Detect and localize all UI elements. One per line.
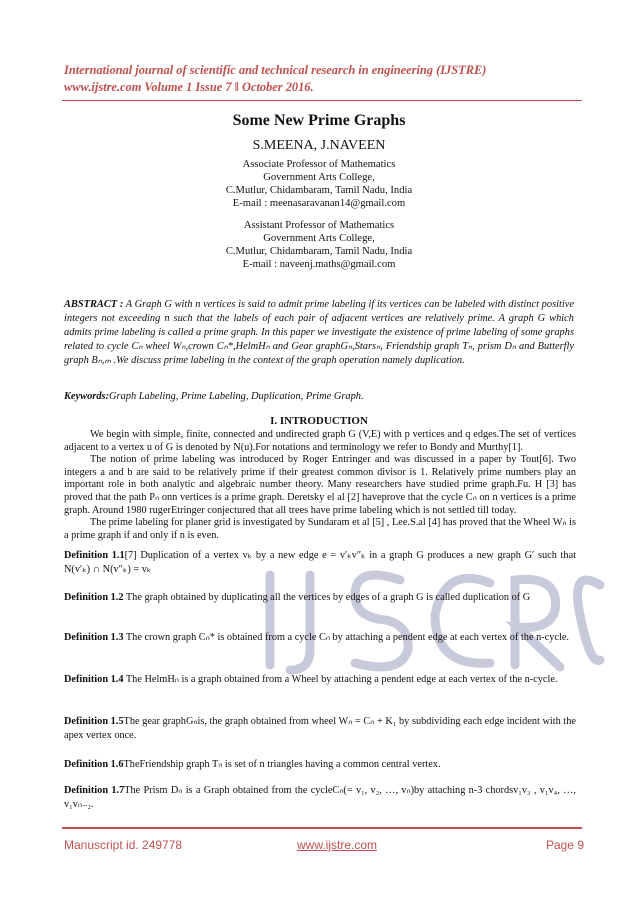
affiliation-college: Government Arts College,	[263, 172, 375, 183]
affiliation-college: Government Arts College,	[263, 233, 375, 244]
definition-text: The Prism Dₙ is a Graph obtained from the cycleCₙ(= v₁, v₂, …, vₙ)by attaching n-3 chordsv₁v₃ , v₁v₄, …, v₁vₙ₋₂.	[64, 785, 576, 810]
affiliation-email: E-mail : meenasaravanan14@gmail.com	[232, 198, 406, 209]
paper-authors: S.MEENA, J.NAVEEN	[252, 138, 386, 153]
definition-label: Definition 1.2	[64, 592, 124, 603]
definition-label: Definition 1.1	[64, 550, 125, 561]
definition-text: The graph obtained by duplicating all the vertices by edges of a graph G is called duplication of G	[123, 592, 531, 603]
definition-1-7	[64, 784, 576, 811]
section-heading: I. INTRODUCTION	[270, 415, 368, 427]
definition-1-1	[64, 549, 576, 576]
definition-label: Definition 1.3	[64, 632, 124, 643]
definition-text: The crown graph Cₙ* is obtained from a cycle Cₙ by attaching a pendent edge at each vertex of the n-cycle.	[123, 632, 569, 643]
definition-label: Definition 1.7	[64, 785, 125, 796]
definition-text: The HelmHₙ is a graph obtained from a Wheel by attaching a pendent edge at each vertex of the n-cycle.	[123, 674, 558, 685]
definition-1-2	[64, 591, 576, 605]
affiliation-position: Assistant Professor of Mathematics	[243, 220, 395, 231]
definition-label: Definition 1.6	[64, 759, 124, 770]
journal-header	[64, 62, 584, 96]
footer-rule	[62, 827, 582, 829]
affiliation-position: Associate Professor of Mathematics	[242, 159, 396, 170]
keywords-text: Graph Labeling, Prime Labeling, Duplication, Prime Graph.	[109, 391, 364, 402]
page-number: Page 9	[545, 838, 584, 852]
definition-text: TheFriendship graph Tₙ is set of n triangles having a common central vertex.	[123, 759, 441, 770]
intro-paragraph: The notion of prime labeling was introduced by Roger Entringer and was discussed in a paper by Tout[6]. Two integers a and b are said to be relatively prime if their greatest common divisor is 1. Relatively prime numbers play an important role in both analytic and algebraic number theory. Many researchers have studied prime graph.Fu. H [3] has proved that the path Pₙ onn vertices is a prime graph. Deretsky el al [2] haveprove that the cycle Cₙ on n vertices is a prime graph. Around 1980 rugerEtringer conjectured that all trees have prime labeling which is not settled till today.	[64, 454, 576, 516]
definition-text: [7] Duplication of a vertex vₖ by a new edge e = v′ₖv″ₖ in a graph G produces a new graph G′ such that N(v′ₖ) ∩ N(v″ₖ) = vₖ	[64, 550, 576, 575]
abstract	[64, 298, 574, 368]
abstract-label: ABSTRACT :	[64, 299, 124, 310]
definition-1-4	[64, 673, 576, 687]
affiliation-address: C.Mutlur, Chidambaram, Tamil Nadu, India	[225, 185, 413, 196]
journal-site-link[interactable]: www.ijstre.com	[297, 838, 378, 852]
definition-1-5	[64, 715, 576, 742]
affiliation-2	[0, 219, 638, 271]
introduction-text	[64, 429, 576, 542]
header-rule	[62, 100, 582, 101]
affiliation-email: E-mail : naveenj.maths@gmail.com	[242, 259, 396, 270]
manuscript-id: Manuscript id. 249778	[64, 838, 183, 852]
intro-paragraph: We begin with simple, finite, connected and undirected graph G (V,E) with p vertices and q edges.The set of vertices adjacent to a vertex u of G is denoted by N(u).For notations and terminology we refer to Bondy and Murthy[1].	[64, 429, 576, 453]
keywords	[64, 391, 574, 402]
paper-title: Some New Prime Graphs	[232, 112, 406, 129]
definition-1-3	[64, 631, 576, 645]
definition-label: Definition 1.4	[64, 674, 124, 685]
abstract-text: A Graph G with n vertices is said to admit prime labeling if its vertices can be labeled with distinct positive integers not exceeding n such that the labels of each pair of adjacent vertices are relatively prime. A graph G which admits prime labeling is called a prime graph. In this paper we investigate the existence of prime labeling of some graphs related to cycle Cₙ wheel Wₙ,crown Cₙ*,HelmHₙ and Gear graphGₙ,Starsₙ, Friendship graph Tₙ, prism Dₙ and Butterfly graph Bₙ,ₘ .We discuss prime labeling in the context of the graph operation namely duplication.	[64, 299, 574, 366]
definition-text: The gear graphGₙis, the graph obtained from wheel Wₙ = Cₙ + K₁ by subdividing each edge incident with the apex vertex once.	[64, 716, 576, 741]
intro-paragraph: The prime labeling for planer grid is investigated by Sundaram et al [5] , Lee.S.al [4] has proved that the Wheel Wₙ is a prime graph if and only if n is even.	[64, 517, 576, 541]
journal-name: International journal of scientific and technical research in engineering (IJSTRE)	[64, 63, 487, 77]
definition-label: Definition 1.5	[64, 716, 124, 727]
journal-issue: www.ijstre.com Volume 1 Issue 7 ‖ October 2016.	[64, 80, 314, 94]
keywords-label: Keywords:	[64, 391, 110, 402]
affiliation-address: C.Mutlur, Chidambaram, Tamil Nadu, India	[225, 246, 413, 257]
affiliation-1	[0, 158, 638, 210]
definition-1-6	[64, 758, 576, 772]
